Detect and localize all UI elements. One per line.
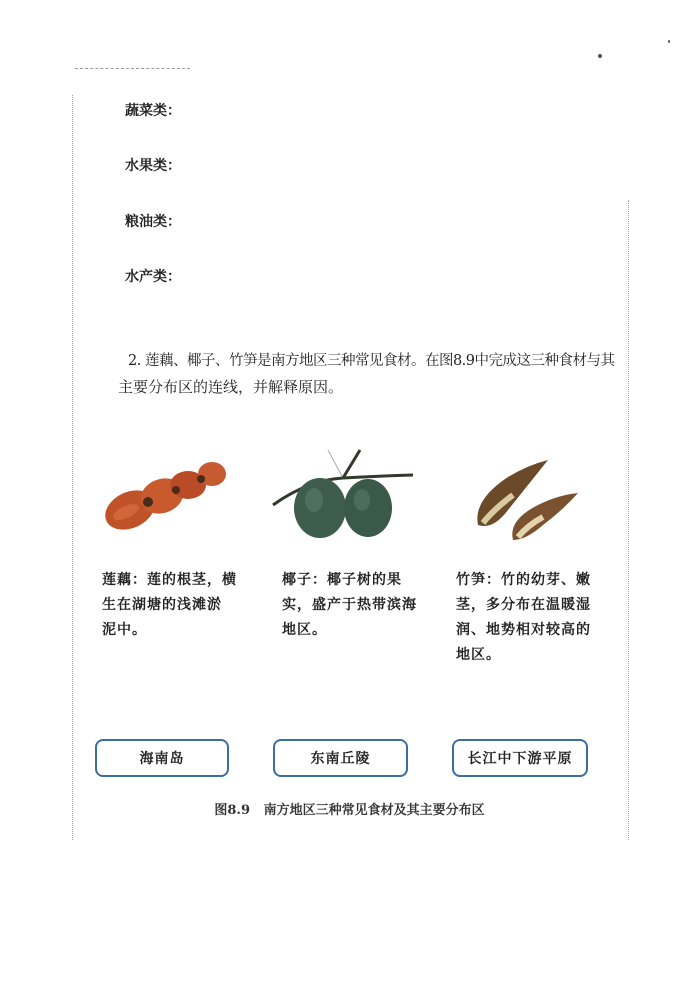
label-vegetables: 蔬菜类： <box>125 103 181 119</box>
desc-line: 地区。 <box>456 647 501 663</box>
label-fruits: 水果类： <box>125 158 181 174</box>
desc-line: 润、地势相对较高的 <box>456 622 591 638</box>
label-grain-oil: 粮油类： <box>125 214 181 230</box>
desc-line: 生在湖塘的浅滩淤 <box>102 597 222 613</box>
scan-speck <box>668 40 670 43</box>
region-box-yangtze-plain[interactable]: 长江中下游平原 <box>452 739 588 777</box>
frame-right-line <box>628 200 629 840</box>
label-aquatic: 水产类： <box>125 269 181 285</box>
lotus-root-description <box>102 568 237 643</box>
question-2 <box>118 348 628 400</box>
figure-caption: 图8.9 南方地区三种常见食材及其主要分布区 <box>214 803 485 818</box>
frame-left-line <box>72 95 73 840</box>
question-line-1: 2. 莲藕、椰子、竹笋是南方地区三种常见食材。在图8.9中完成这三种食材与其 <box>128 353 615 369</box>
desc-line: 椰子：椰子树的果 <box>282 572 402 588</box>
bamboo-shoot-description <box>456 568 591 668</box>
region-box-southeast-hills[interactable]: 东南丘陵 <box>273 739 408 777</box>
question-line-2: 主要分布区的连线，并解释原因。 <box>118 378 344 396</box>
desc-line: 实，盛产于热带滨海 <box>282 597 417 613</box>
desc-line: 茎，多分布在温暖湿 <box>456 597 591 613</box>
coconut-icon <box>268 440 418 545</box>
region-box-hainan[interactable]: 海南岛 <box>95 739 229 777</box>
desc-line: 地区。 <box>282 622 327 638</box>
scan-speck <box>598 54 602 58</box>
frame-top-line <box>75 68 190 69</box>
coconut-description <box>282 568 417 643</box>
desc-line: 莲藕：莲的根茎，横 <box>102 572 237 588</box>
lotus-root-icon <box>100 452 235 537</box>
desc-line: 竹笋：竹的幼芽、嫩 <box>456 572 591 588</box>
desc-line: 泥中。 <box>102 622 147 638</box>
bamboo-shoot-icon <box>468 455 588 550</box>
